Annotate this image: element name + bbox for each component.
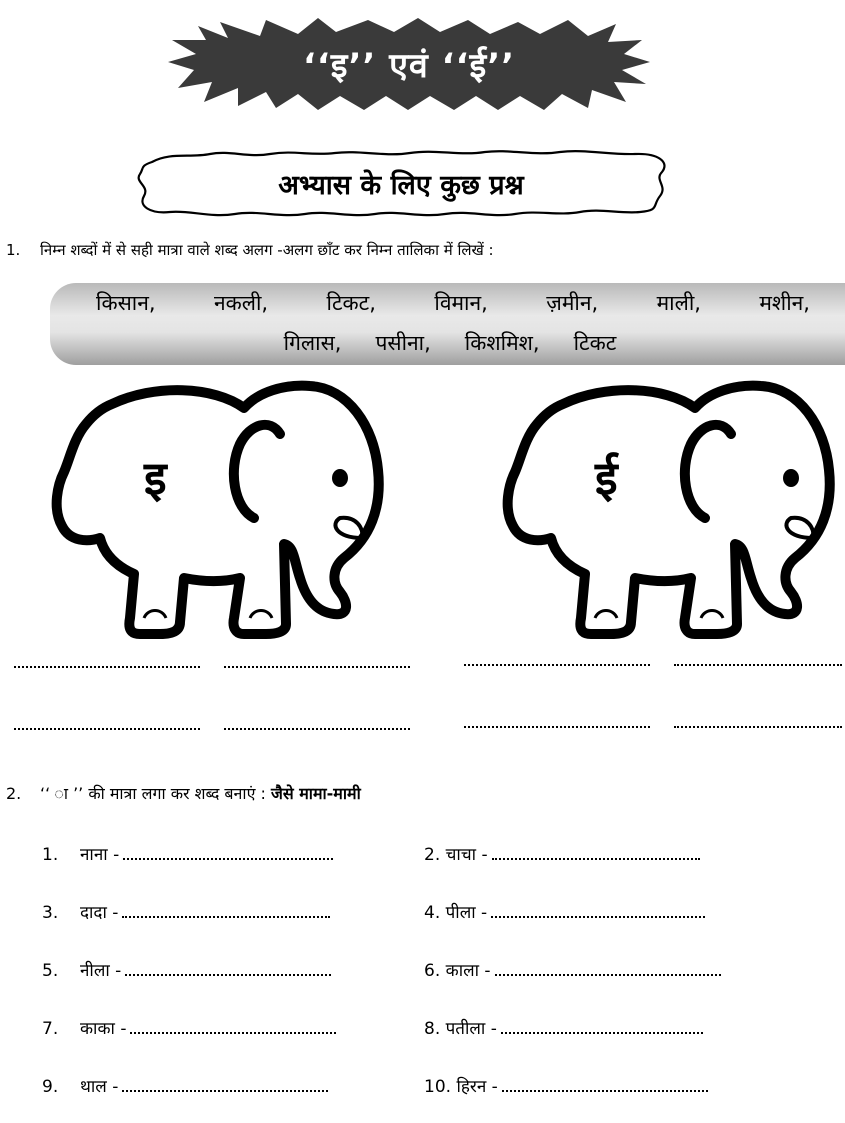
- exercise-word: पतीला -: [445, 1019, 497, 1039]
- title-banner: [168, 18, 650, 110]
- answer-line[interactable]: [491, 915, 705, 918]
- exercise-word: काला -: [445, 961, 491, 981]
- answer-line[interactable]: [224, 726, 410, 730]
- question-2: [6, 782, 361, 804]
- answer-line[interactable]: [674, 724, 842, 728]
- section-heading: अभ्यास के लिए कुछ प्रश्न: [278, 169, 524, 201]
- answer-line[interactable]: [122, 1089, 328, 1092]
- exercise-item: [42, 1074, 328, 1097]
- exercise-item: [424, 842, 700, 865]
- word-item: नकली,: [213, 291, 269, 315]
- answer-line[interactable]: [14, 726, 200, 730]
- answer-line[interactable]: [674, 662, 842, 666]
- question-example: जैसे मामा-मामी: [270, 784, 361, 803]
- answer-line[interactable]: [224, 664, 410, 668]
- word-item: गिलास,: [283, 331, 342, 355]
- exercise-word: काका -: [80, 1019, 127, 1039]
- word-item: मशीन,: [759, 291, 810, 315]
- exercise-item: [424, 1074, 708, 1097]
- exercise-word: हिरन -: [456, 1077, 498, 1097]
- exercise-number: 1.: [42, 845, 59, 865]
- word-item: ज़मीन,: [546, 291, 599, 315]
- exercise-number: 8.: [424, 1019, 441, 1039]
- word-item: टिकट,: [326, 291, 376, 315]
- exercise-number: 9.: [42, 1077, 59, 1097]
- answer-line[interactable]: [501, 1031, 703, 1034]
- word-row: [50, 289, 845, 317]
- answer-line[interactable]: [125, 973, 331, 976]
- exercise-item: [424, 958, 721, 981]
- exercise-item: [42, 900, 330, 923]
- exercise-number: 2.: [424, 845, 441, 865]
- question-number: 1.: [6, 241, 21, 259]
- word-item: किशमिश,: [464, 331, 540, 355]
- exercise-item: [42, 842, 333, 865]
- word-box: [50, 283, 845, 365]
- answer-line[interactable]: [14, 664, 200, 668]
- answer-line[interactable]: [502, 1089, 708, 1092]
- answer-line[interactable]: [464, 724, 650, 728]
- page-title: ‘‘इ’’ एवं ‘‘ई’’: [302, 46, 516, 86]
- question-1: [6, 240, 494, 260]
- exercise-word: दादा -: [80, 903, 119, 923]
- word-item: पसीना,: [375, 331, 431, 355]
- exercise-word: थाल -: [80, 1077, 119, 1097]
- answer-line[interactable]: [464, 662, 650, 666]
- exercise-word: चाचा -: [445, 845, 488, 865]
- answer-line[interactable]: [123, 857, 333, 860]
- exercise-item: [424, 1016, 703, 1039]
- elephant-i: [44, 378, 389, 648]
- elephant-icon: [495, 378, 840, 648]
- word-item: माली,: [656, 291, 701, 315]
- exercise-number: 4.: [424, 903, 441, 923]
- exercise-number: 6.: [424, 961, 441, 981]
- elephant-icon: [44, 378, 389, 648]
- exercise-item: [42, 1016, 336, 1039]
- exercise-number: 3.: [42, 903, 59, 923]
- answer-line[interactable]: [122, 915, 330, 918]
- answer-line[interactable]: [492, 857, 700, 860]
- word-item: विमान,: [434, 291, 488, 315]
- question-text: ‘‘ ा ’’ की मात्रा लगा कर शब्द बनाएं :: [40, 784, 271, 803]
- exercise-number: 5.: [42, 961, 59, 981]
- exercise-number: 7.: [42, 1019, 59, 1039]
- answer-line[interactable]: [130, 1031, 336, 1034]
- exercise-item: [424, 900, 705, 923]
- elephant-ii: [495, 378, 840, 648]
- exercise-number: 10.: [424, 1077, 452, 1097]
- subtitle-cloud: [130, 148, 672, 218]
- word-item: टिकट: [573, 331, 617, 355]
- elephant-letter: इ: [144, 451, 167, 505]
- exercise-word: नाना -: [80, 845, 120, 865]
- elephant-letter: ई: [595, 451, 618, 505]
- word-item: किसान,: [96, 291, 156, 315]
- exercise-word: पीला -: [445, 903, 488, 923]
- exercise-word: नीला -: [80, 961, 122, 981]
- question-text: निम्न शब्दों में से सही मात्रा वाले शब्द अलग -अलग छाँट कर निम्न तालिका में लिखें :: [40, 241, 494, 259]
- exercise-item: [42, 958, 331, 981]
- question-number: 2.: [6, 784, 22, 803]
- answer-line[interactable]: [495, 973, 721, 976]
- word-row: [50, 329, 845, 357]
